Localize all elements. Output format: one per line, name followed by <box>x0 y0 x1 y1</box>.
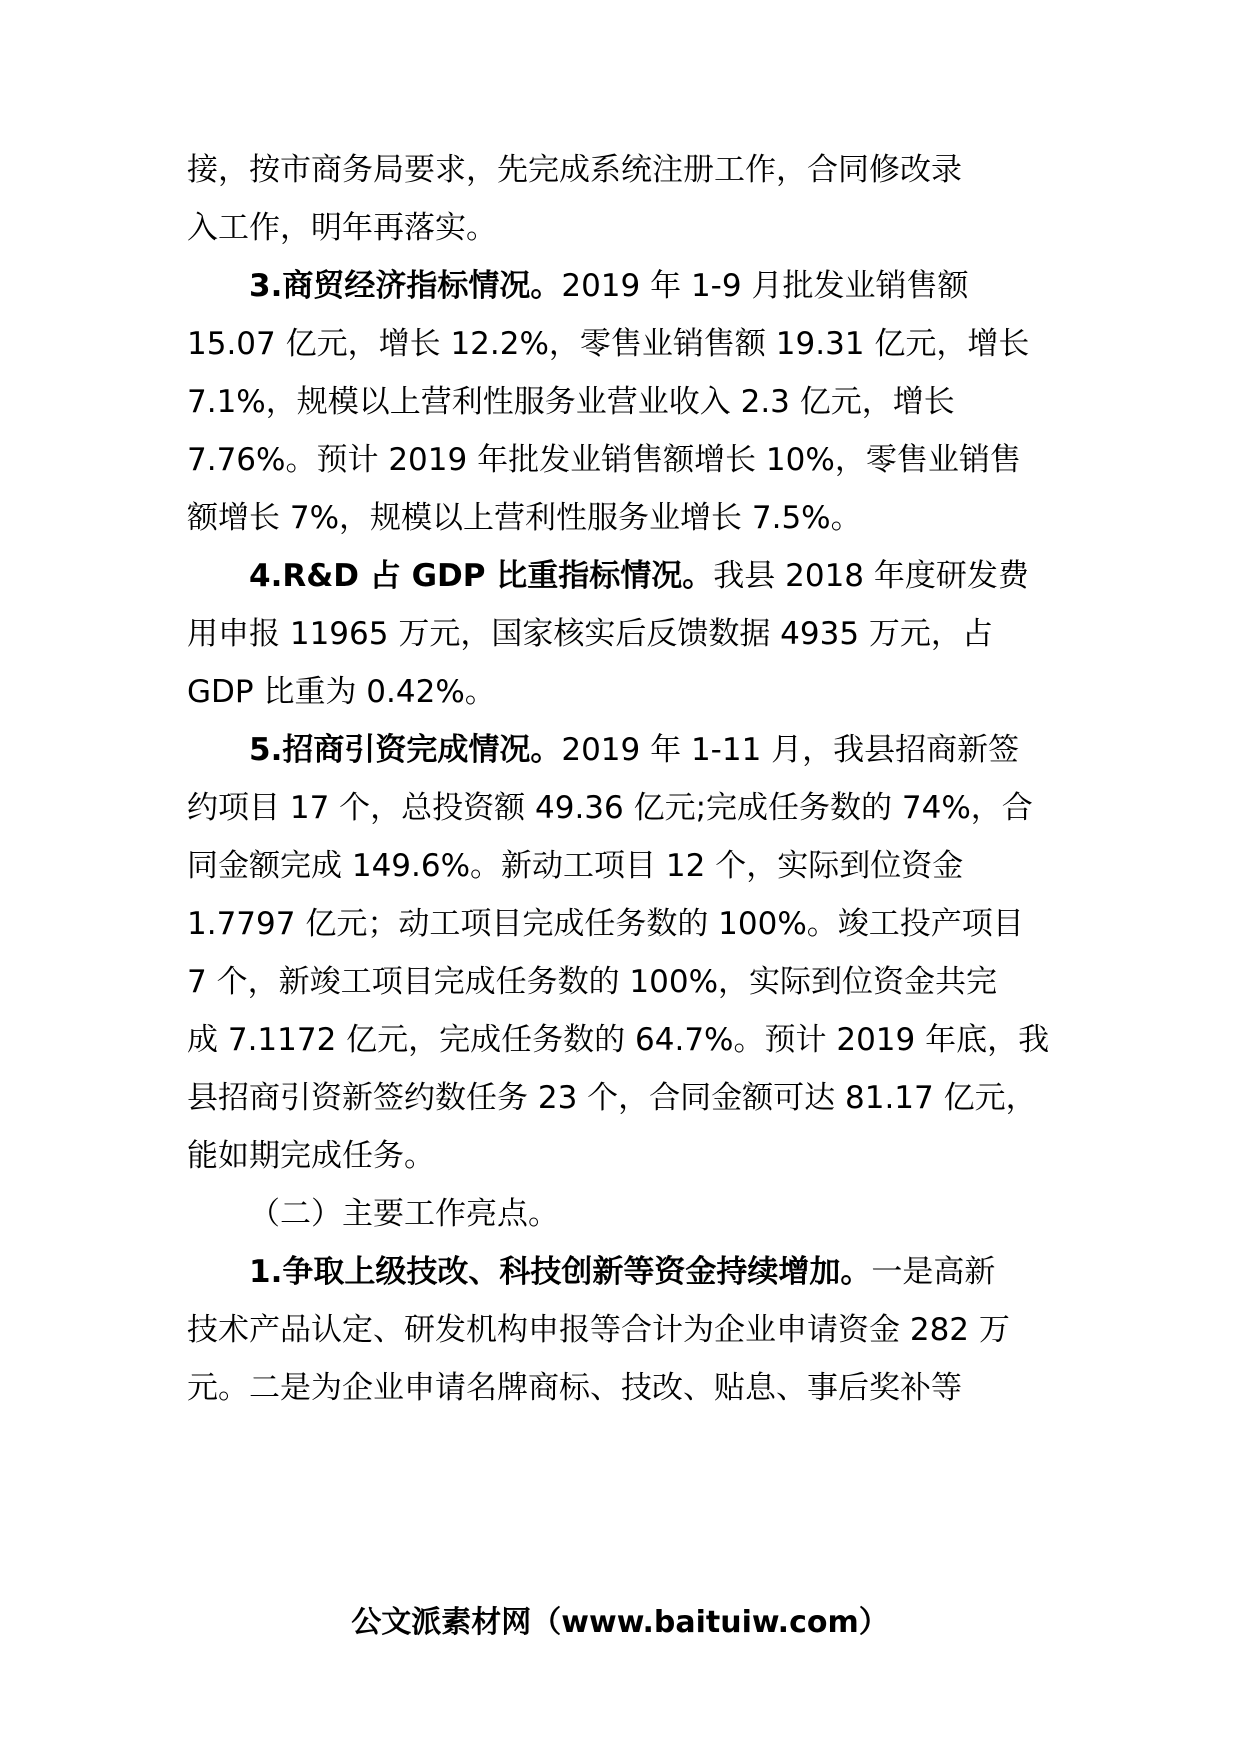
paragraph-5-first-line <box>249 730 1019 770</box>
text-line: 额增长 7%，规模以上营利性服务业增长 7.5%。 <box>187 500 862 536</box>
footer-watermark: 公文派素材网（www.baituiw.com） <box>351 1605 889 1640</box>
heading-1-text: 一是高新 <box>871 1254 996 1290</box>
heading-5-text: 2019 年 1-11 月，我县招商新签 <box>561 732 1020 768</box>
paragraph-3-first-line <box>249 266 968 306</box>
text-line: 同金额完成 149.6%。新动工项目 12 个，实际到位资金 <box>187 848 964 884</box>
text-line: 接，按市商务局要求，先完成系统注册工作，合同修改录 <box>187 152 962 188</box>
heading-1: 1.争取上级技改、科技创新等资金持续增加。 <box>249 1254 872 1290</box>
heading-3-text: 2019 年 1-9 月批发业销售额 <box>561 268 969 304</box>
text-line: 能如期完成任务。 <box>187 1138 435 1174</box>
paragraph-4-first-line <box>249 556 1029 596</box>
text-line: 7.76%。预计 2019 年批发业销售额增长 10%，零售业销售 <box>187 442 1021 478</box>
text-line: 县招商引资新签约数任务 23 个，合同金额可达 81.17 亿元， <box>187 1080 1037 1116</box>
text-line: 用申报 11965 万元，国家核实后反馈数据 4935 万元，占 <box>187 616 993 652</box>
text-line: 入工作，明年再落实。 <box>187 210 497 246</box>
section-heading: （二）主要工作亮点。 <box>249 1196 559 1232</box>
text-line: 约项目 17 个，总投资额 49.36 亿元;完成任务数的 74%，合 <box>187 790 1033 826</box>
paragraph-1-first-line <box>249 1252 995 1292</box>
text-line: 技术产品认定、研发机构申报等合计为企业申请资金 282 万 <box>187 1312 1010 1348</box>
text-line: 7 个，新竣工项目完成任务数的 100%，实际到位资金共完 <box>187 964 998 1000</box>
heading-3: 3.商贸经济指标情况。 <box>249 268 562 304</box>
text-line: 成 7.1172 亿元，完成任务数的 64.7%。预计 2019 年底，我 <box>187 1022 1050 1058</box>
heading-5: 5.招商引资完成情况。 <box>249 732 562 768</box>
text-line: 1.7797 亿元；动工项目完成任务数的 100%。竣工投产项目 <box>187 906 1024 942</box>
text-line: GDP 比重为 0.42%。 <box>187 674 496 710</box>
heading-4-text: 我县 2018 年度研发费 <box>713 558 1029 594</box>
text-line: 元。二是为企业申请名牌商标、技改、贴息、事后奖补等 <box>187 1370 962 1406</box>
heading-4: 4.R&D 占 GDP 比重指标情况。 <box>249 558 714 594</box>
text-line: 15.07 亿元，增长 12.2%，零售业销售额 19.31 亿元，增长 <box>187 326 1030 362</box>
text-line: 7.1%，规模以上营利性服务业营业收入 2.3 亿元，增长 <box>187 384 955 420</box>
